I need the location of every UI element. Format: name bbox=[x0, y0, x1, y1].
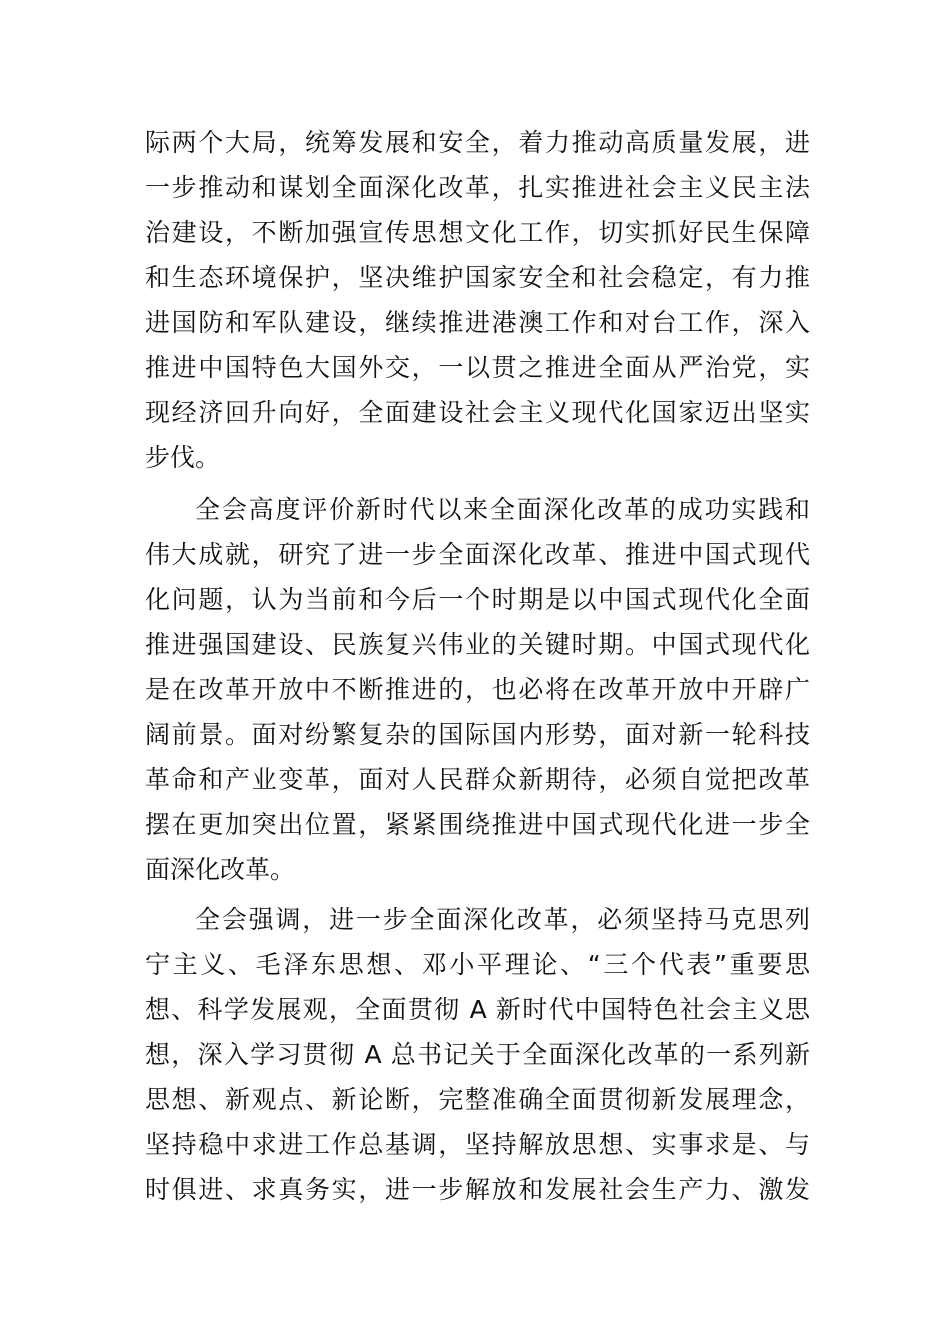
text-line: 步伐。 bbox=[145, 443, 221, 472]
text-line: 是在改革开放中不断推进的，也必将在改革开放中开辟广 bbox=[145, 675, 810, 704]
paragraph-3 bbox=[145, 897, 810, 1212]
text-line: 推进强国建设、民族复兴伟业的关键时期。中国式现代化 bbox=[145, 630, 810, 659]
text-line: 化问题，认为当前和今后一个时期是以中国式现代化全面 bbox=[145, 585, 810, 614]
text-line: 和生态环境保护，坚决维护国家安全和社会稳定，有力推 bbox=[145, 263, 810, 292]
text-line: 坚持稳中求进工作总基调，坚持解放思想、实事求是、与 bbox=[145, 1130, 810, 1159]
text-line: 一步推动和谋划全面深化改革，扎实推进社会主义民主法 bbox=[145, 173, 810, 202]
text-line: 际两个大局，统筹发展和安全，着力推动高质量发展，进 bbox=[145, 128, 810, 157]
paragraph-2 bbox=[145, 487, 810, 892]
text-line: 摆在更加突出位置，紧紧围绕推进中国式现代化进一步全 bbox=[145, 810, 810, 839]
text-line: 推进中国特色大国外交，一以贯之推进全面从严治党，实 bbox=[145, 353, 810, 382]
text-line: 阔前景。面对纷繁复杂的国际国内形势，面对新一轮科技 bbox=[145, 720, 810, 749]
text-line: 伟大成就，研究了进一步全面深化改革、推进中国式现代 bbox=[145, 540, 810, 569]
text-line: 革命和产业变革，面对人民群众新期待，必须自觉把改革 bbox=[145, 765, 810, 794]
text-line: 想，深入学习贯彻 A 总书记关于全面深化改革的一系列新 bbox=[145, 1040, 810, 1069]
text-line: 宁主义、毛泽东思想、邓小平理论、“三个代表”重要思 bbox=[145, 950, 810, 979]
text-line: 想、科学发展观，全面贯彻 A 新时代中国特色社会主义思 bbox=[145, 995, 810, 1024]
text-line: 全会强调，进一步全面深化改革，必须坚持马克思列 bbox=[195, 905, 810, 934]
text-line: 时俱进、求真务实，进一步解放和发展社会生产力、激发 bbox=[145, 1175, 810, 1204]
text-line: 面深化改革。 bbox=[145, 855, 296, 884]
text-line: 思想、新观点、新论断，完整准确全面贯彻新发展理念， bbox=[145, 1085, 810, 1114]
text-line: 进国防和军队建设，继续推进港澳工作和对台工作，深入 bbox=[145, 308, 810, 337]
text-line: 现经济回升向好，全面建设社会主义现代化国家迈出坚实 bbox=[145, 398, 810, 427]
text-line: 全会高度评价新时代以来全面深化改革的成功实践和 bbox=[195, 495, 810, 524]
text-line: 治建设，不断加强宣传思想文化工作，切实抓好民生保障 bbox=[145, 218, 810, 247]
paragraph-1 bbox=[145, 120, 810, 480]
